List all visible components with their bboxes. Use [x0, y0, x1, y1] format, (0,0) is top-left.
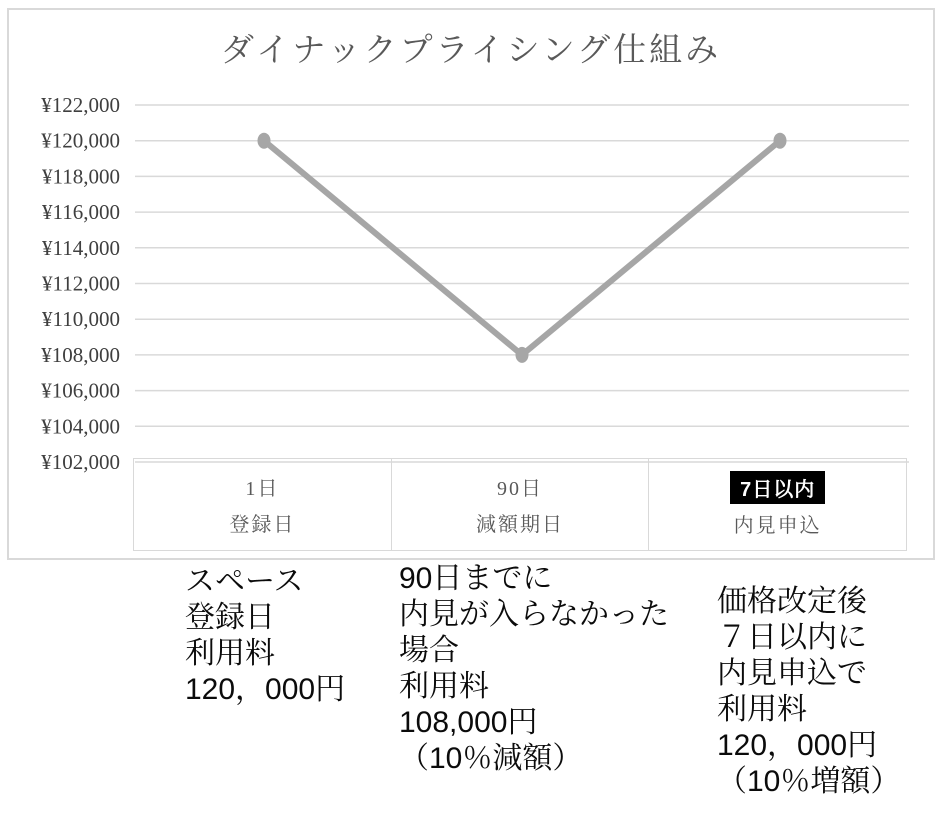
annotation-line: 120，000円 [185, 673, 346, 706]
data-point-marker [774, 133, 787, 149]
chart-title: ダイナックプライシング仕組み [220, 33, 722, 69]
annotation-line: 内見が入らなかった [399, 598, 669, 631]
annotation-line: 90日までに [399, 562, 553, 595]
annotation-line: 場合 [399, 634, 459, 667]
x-axis-category-3 [648, 459, 906, 550]
category-label: 90日 [497, 478, 543, 500]
annotation-line: スペース [185, 565, 304, 598]
chart-frame [7, 8, 935, 560]
data-point-marker [258, 133, 271, 149]
category-label-highlighted: 7日以内 [730, 471, 825, 504]
y-axis-tick-label: ¥110,000 [42, 307, 120, 332]
annotation-block-increase [717, 584, 900, 800]
annotation-line: 利用料 [185, 637, 275, 670]
y-axis-tick-label: ¥118,000 [42, 164, 120, 189]
annotation-line: 利用料 [399, 670, 489, 703]
annotation-line: 108,000円 [399, 706, 538, 739]
annotation-line: 120，000円 [717, 729, 878, 762]
annotation-line: 登録日 [185, 601, 275, 634]
annotation-line: 価格改定後 [717, 585, 867, 618]
annotation-line: （10％減額） [399, 742, 583, 775]
y-axis-tick-label: ¥106,000 [41, 378, 120, 403]
y-axis-tick-label: ¥114,000 [42, 235, 120, 260]
category-label: 1日 [245, 478, 280, 500]
annotation-block-registration [185, 564, 345, 708]
y-axis-tick-label: ¥104,000 [41, 414, 120, 439]
x-axis-category-2 [391, 459, 649, 550]
data-point-marker [516, 347, 529, 363]
category-sublabel: 内見申込 [733, 515, 822, 538]
annotation-line: 内見申込で [717, 657, 867, 690]
y-axis-tick-label: ¥120,000 [41, 128, 120, 153]
category-sublabel: 登録日 [229, 514, 296, 536]
x-axis-category-1 [134, 459, 391, 550]
y-axis-tick-label: ¥112,000 [42, 271, 120, 296]
annotation-line: （10％増額） [717, 765, 901, 798]
annotation-block-reduction [399, 561, 669, 777]
annotation-line: 利用料 [717, 693, 807, 726]
category-sublabel: 減額期日 [476, 514, 564, 536]
y-axis-tick-label: ¥108,000 [41, 342, 120, 367]
annotation-line: ７日以内に [717, 621, 867, 654]
y-axis-tick-label: ¥102,000 [41, 450, 120, 474]
x-axis-table [133, 458, 907, 551]
y-axis-tick-label: ¥122,000 [41, 93, 120, 117]
y-axis-tick-label: ¥116,000 [42, 200, 120, 225]
